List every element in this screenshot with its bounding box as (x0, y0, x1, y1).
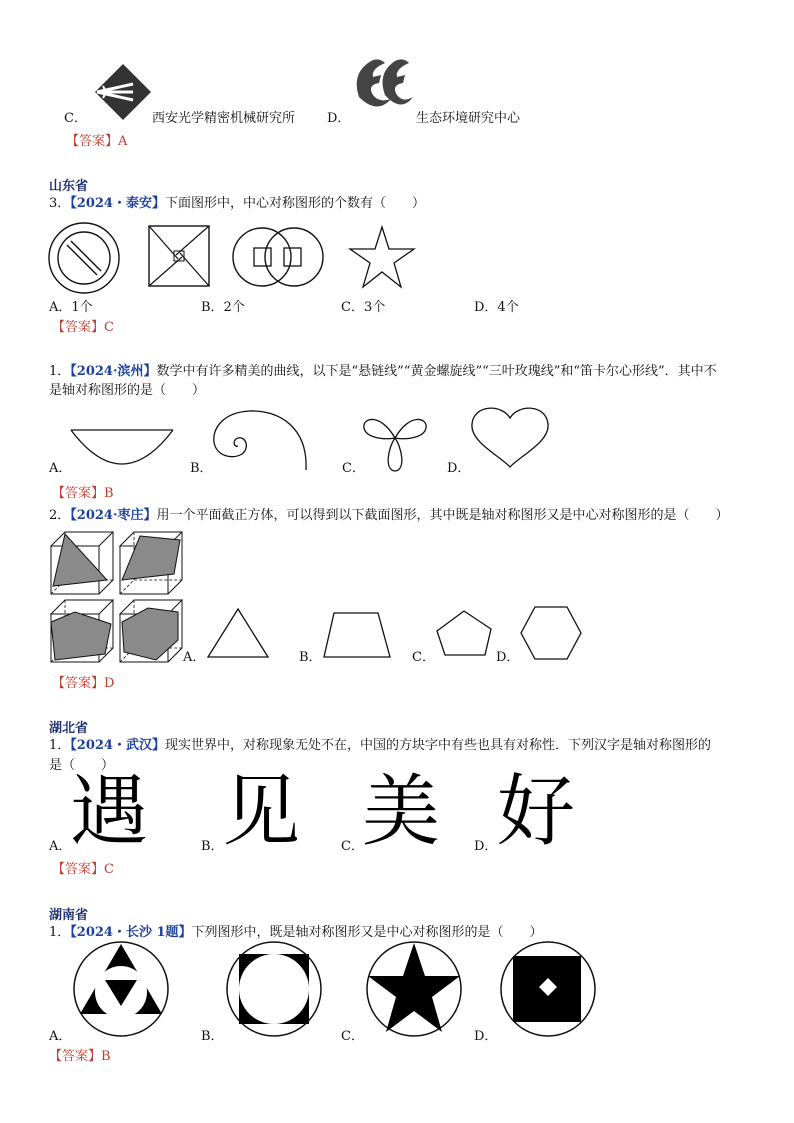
answer-label: 【答案】 (52, 676, 105, 691)
trapezoid-figure (322, 611, 392, 659)
answer-hunan (49, 1049, 111, 1065)
question-source: 【2024・长沙 1题】 (70, 925, 192, 940)
answer-value: C (104, 320, 114, 335)
answer-binzhou (52, 486, 114, 502)
question-source: 【2024・武汉】 (70, 738, 165, 753)
pentagon-figure (435, 609, 493, 659)
question-number: 1． (49, 738, 71, 753)
character-jian: 见 (222, 767, 301, 857)
option-c: C．3个 (341, 300, 386, 315)
answer-label: 【答案】 (52, 320, 105, 335)
option-c: C． (342, 461, 365, 476)
option-a: A． (49, 1029, 72, 1044)
pinwheel-square-figure (148, 225, 210, 287)
option-a: A． (183, 650, 206, 665)
answer-label: 【答案】 (66, 134, 119, 149)
question-stem-line1 (49, 364, 717, 380)
cube-section-quad-figure (118, 530, 184, 596)
character-mei: 美 (362, 767, 441, 857)
cube-section-hexagon-figure (118, 598, 184, 664)
question-text: 下列图形中，既是轴对称图形又是中心对称图形的是（ ） (191, 925, 543, 940)
option-d: D． (447, 461, 471, 476)
question-stem-line2: 是轴对称图形的是（ ） (49, 383, 206, 398)
coins-figure (232, 225, 324, 289)
option-d-caption: 生态环境研究中心 (416, 111, 521, 126)
question-stem (49, 196, 425, 212)
province-heading: 山东省 (49, 179, 89, 194)
cardioid-heart-figure (470, 404, 550, 468)
no-sign-figure (47, 221, 121, 295)
province-heading: 湖南省 (49, 908, 89, 923)
option-b: B． (190, 461, 213, 476)
question-text: 用一个平面截正方体，可以得到以下截面图形，其中既是轴对称图形又是中心对称图形的是（ ） (156, 508, 729, 523)
option-b: B． (201, 1029, 224, 1044)
question-stem-line2: 是（ ） (49, 758, 115, 773)
question-stem (49, 925, 543, 941)
question-number: 1． (49, 925, 71, 940)
question-stem (49, 508, 729, 524)
question-stem-line1 (49, 738, 711, 754)
question-text: 现实世界中，对称现象无处不在，中国的方块字中有些也具有对称性．下列汉字是轴对称图形的 (164, 738, 711, 753)
answer-value: C (104, 862, 114, 877)
circle-star-figure (365, 940, 463, 1038)
optics-institute-logo (93, 62, 153, 122)
golden-spiral-figure (210, 408, 310, 472)
cube-section-pentagon-figure (49, 598, 115, 664)
circle-triangle-figure (72, 940, 170, 1038)
answer-value: B (101, 1049, 111, 1064)
option-b: B． (299, 650, 322, 665)
hexagon-figure (519, 605, 583, 661)
option-b: B． (201, 839, 224, 854)
option-d: D． (496, 650, 520, 665)
option-c: C． (341, 1029, 364, 1044)
cube-section-triangle-figure (49, 530, 115, 596)
question-number: 1． (49, 364, 71, 379)
option-a: A．1个 (49, 300, 93, 315)
circle-rotated-square-figure (499, 940, 597, 1038)
option-a: A． (49, 461, 72, 476)
option-c: C． (341, 839, 364, 854)
question-text: 数学中有许多精美的曲线，以下是“悬链线”“黄金螺旋线”“三叶玫瑰线”和“笛卡尔心形线”．其中不 (156, 364, 717, 379)
question-source: 【2024·滨州】 (70, 364, 157, 379)
option-c-letter: C． (64, 111, 87, 126)
answer-label: 【答案】 (49, 1049, 102, 1064)
answer-value: A (118, 134, 128, 149)
answer-label: 【答案】 (52, 862, 105, 877)
option-d: D． (474, 1029, 498, 1044)
option-d: D．4个 (474, 300, 519, 315)
character-yu: 遇 (70, 767, 149, 857)
question-source: 【2024·枣庄】 (70, 508, 157, 523)
answer-zaozhuang (52, 676, 114, 692)
question-text: 下面图形中，中心对称图形的个数有（ ） (164, 196, 425, 211)
option-a: A． (49, 839, 72, 854)
answer-shandong (52, 320, 114, 336)
question-number: 3． (49, 196, 71, 211)
answer-top (66, 134, 127, 150)
option-c: C． (412, 650, 435, 665)
option-d: D． (474, 839, 498, 854)
province-heading: 湖北省 (49, 721, 89, 736)
star-figure (348, 225, 416, 289)
option-c-caption: 西安光学精密机械研究所 (152, 111, 296, 126)
question-source: 【2024・泰安】 (70, 196, 165, 211)
answer-hubei (52, 862, 114, 878)
character-hao: 好 (497, 767, 576, 857)
question-number: 2． (49, 508, 71, 523)
option-b: B．2个 (201, 300, 245, 315)
triangle-figure (206, 607, 270, 659)
catenary-curve-figure (70, 428, 174, 468)
answer-label: 【答案】 (52, 486, 105, 501)
circle-square-figure (225, 940, 323, 1038)
eco-center-logo (351, 53, 415, 115)
three-leaf-rose-figure (360, 408, 430, 474)
answer-value: B (104, 486, 114, 501)
answer-value: D (104, 676, 115, 691)
option-d-letter: D． (327, 111, 351, 126)
